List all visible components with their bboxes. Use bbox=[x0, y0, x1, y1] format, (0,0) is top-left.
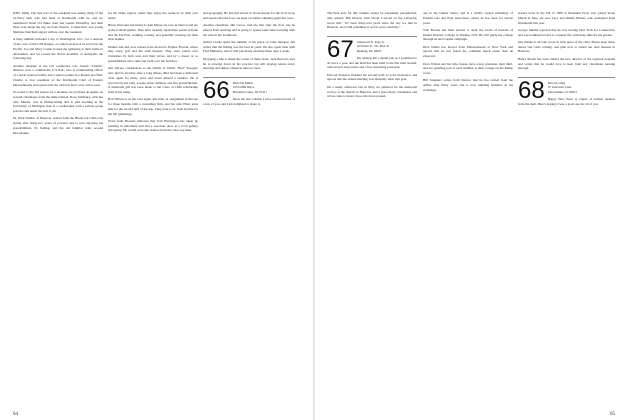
paragraph: George Merrill reported that he was leaving New York for Connecticut and was looking forward to a quieter life with more time for his garden. bbox=[518, 27, 615, 37]
class-secretary-street: 105 Puffin Drive bbox=[232, 85, 255, 90]
paragraph: Word from Phoenix indicates that Tom Harrington has taken up painting in retirement and had a one-man show at a local gallery last spring. He would welcome visitors from the class any time. bbox=[108, 118, 198, 133]
class-secretary-name: David Loring bbox=[547, 81, 565, 86]
class-year-number: 66 bbox=[203, 77, 230, 105]
paragraph: Arthur Clarke spent the summer at his place on Lake Sunapee and writes that the fishing was the best in years. He also spent time with Fred Mahoney, who is still practicing dentistry three days a week. bbox=[203, 39, 295, 54]
paragraph: Elwood Peterson finished his second term as town moderator and reports that the annual meeting was blessedly short this year. bbox=[327, 72, 417, 82]
paragraph: Dr. Dick Walker, of Hanover, retired from the Hitchcock Clinic last spring after thirty-two years of practice and is now enjoying his grandchildren, fly fishing, and the old familiar trails around Moosilauke. bbox=[13, 116, 103, 135]
paragraph: Mother and dad, now retired, have moved to Naples, Florida, where they enjoy golf and the Gulf breezes. They were joined over Christmas by both sons and their wives, and by a dozen or so grandchildren who came and went over the holidays. bbox=[108, 44, 198, 63]
paragraph: Bob Wilson is on the road again, this time on assignment in Europe for three months with a consulting firm, and his wife Ellen joins him for the second half of the trip. They plan to be back in time for the fall gatherings. bbox=[108, 97, 198, 116]
paragraph: Our thanks to all who wrote in with news of the class. Please keep those letters and cards coming, and plan now to attend our next reunion in Hanover. bbox=[518, 39, 615, 54]
paragraph: Bruno Pernoski and friend Jo Ann Meyer are now in Sharon and are at the football games. They have recently spent three weeks in India and the Far East, walking, touring, and generally wearing out their shoe leather. bbox=[108, 23, 198, 42]
paragraph: Tom Brooks has been elected to chair the board of trustees of Daniel Webster College in Nashua, N.H. He will guide the college through its next capital campaign. bbox=[423, 27, 513, 42]
paragraph: started work in the fall of 1980 at Mountain Fern, who joined Stone Marsh in June, are now Lucy and Wendy Barnes, who graduated from Dartmouth this year. bbox=[518, 11, 615, 25]
paragraph: A busy summer included a trip to Washington, D.C., for a reunion of the crew of the USS Ranger, on which several of us served in the Pacific. Joe and Mary Comer hosted the gathering at their home in Alexandria, and we toured the Naval Academy at Annapolis the following day. bbox=[13, 37, 103, 61]
paragraph: Since the last column, I have received news of a few of you, and I am delighted to share it. bbox=[203, 96, 295, 106]
class-secretary-city: Reading, PA 19605 bbox=[356, 48, 382, 53]
paragraph: Bill Saunders writes from Denver that he has retired from the airline after thirty years and is now building furniture in his workshop. bbox=[423, 78, 513, 92]
paragraph: Rick Waller has moved from Massachusetts to New York and reports that he has found the commute much easier than he expected. bbox=[423, 44, 513, 59]
paragraph: for the Idaho region, where they enjoy the outdoors on their own terms. bbox=[108, 11, 198, 20]
paragraph: [DES 1946]. The best part of the weekend was seeing many of the ex-Navy men who had been at Dartmouth with us, and we reminisced about old times. Ken and Gussie McGuffey and their three sons made the trip up from Weston, Connecticut, and young Matthew Ketchum stayed with us over the weekend. bbox=[13, 11, 103, 34]
paragraph: one in the United States, and is a wholly owned subsidiary of Eastern Gas and Fuel Associates, where he has been for eleven years. bbox=[423, 11, 513, 25]
column-2 bbox=[108, 11, 198, 407]
column-6 bbox=[518, 11, 615, 407]
class-secretary-name: Rick Nat Millar bbox=[232, 81, 253, 86]
column-4 bbox=[327, 11, 417, 407]
page-number-left: 64 bbox=[13, 412, 18, 417]
paragraph: Happy New Year! A couple of belated updates from the mail. Here's hoping it was a good one for all of you. bbox=[518, 96, 615, 106]
page-number-right: 65 bbox=[610, 412, 615, 417]
paragraph: Dropping a line to thank the writer of these notes, Jack Barrows says he is slowing down in his practice but still playing tennis every morning and skiing whenever there is snow. bbox=[203, 56, 295, 71]
class-secretary-city: Lincolnshire, IL 60015 bbox=[547, 89, 578, 94]
paragraph: Another attendee at the CO conference was Joseph "Charlie" Dubrow, now a commander, U.S.N.R., who is commanding officer of a naval reserve facility and a senior partner in a Boston law firm. Charlie is vice president of the Dartmouth Club of Eastern Massachusetts and reports that the club has had a very active year. bbox=[13, 63, 103, 87]
paragraph: The final note for this column cannot be adequately paraphrased, only quoted. Bill Gibson, with whom I served on the Lafayette, wrote this: "It's been thirty-odd years since the day we met in Hanover, and I still remember it as if it were yesterday." bbox=[327, 11, 417, 30]
column-3 bbox=[203, 11, 295, 407]
class-secretary-street: 35 Lancaster Lane bbox=[547, 85, 572, 90]
paragraph: Another classmate, Jim Cason, told me that after the river trip he retired from teaching and is going to spend some time traveling with his wife in the Southwest. bbox=[203, 23, 295, 37]
column-5 bbox=[423, 11, 513, 407]
paragraph: On a sunny afternoon late in May, we gathered for the memorial service at the church in Hanover, and a great many classmates and wives came to honor those who have passed. bbox=[327, 84, 417, 99]
paragraph: To return to the fall season for a moment, he provided an update on several classmates from the mini-reunion. Rose Salisbury, with her wife Martha, was at Homecoming and is still teaching at the University of Michigan. Ken is a cardiologist with a private group practice and sends his best to all. bbox=[13, 90, 103, 114]
class-year-number: 67 bbox=[327, 36, 354, 63]
class-year-number: 68 bbox=[518, 77, 545, 105]
column-1 bbox=[13, 11, 103, 407]
paragraph: Dave Wilson and his wife, Susan, have a new grandson, their third, and are spending part of each summer at their cottage on the Maine coast. bbox=[423, 61, 513, 76]
paragraph: Our sincere condolences to the family of Walter "Bud" Kroeger, who died in October after a long illness. Bud had been a dedicated class agent for many years and never missed a reunion. He is survived by his wife, Louise, three children, and five grandchildren. A memorial gift has been made to the Class of 1946 scholarship fund in his name. bbox=[108, 66, 198, 95]
paragraph: Henry Marsh has been named the new director of the regional hospital and writes that he would love to hear from any classmates passing through. bbox=[518, 56, 615, 71]
paragraph: and geography. He has just served as Scout-master for the local troop and reports that the boys are keen on winter camping again this year. bbox=[203, 11, 295, 20]
paragraph: I'm writing this column just as I promised to do twice a year, and the mail has been kind to me this time around, with several long letters and a few surprising postcards. bbox=[327, 55, 417, 70]
page-gutter bbox=[313, 0, 315, 420]
class-secretary-name: Glenwood N. Page Jr. bbox=[356, 40, 385, 44]
class-secretary-street: 103 Penn St., Dr., Box 41 bbox=[356, 44, 390, 49]
class-secretary-city: Brooklyn Lakes, NJ 07417 bbox=[232, 89, 268, 94]
